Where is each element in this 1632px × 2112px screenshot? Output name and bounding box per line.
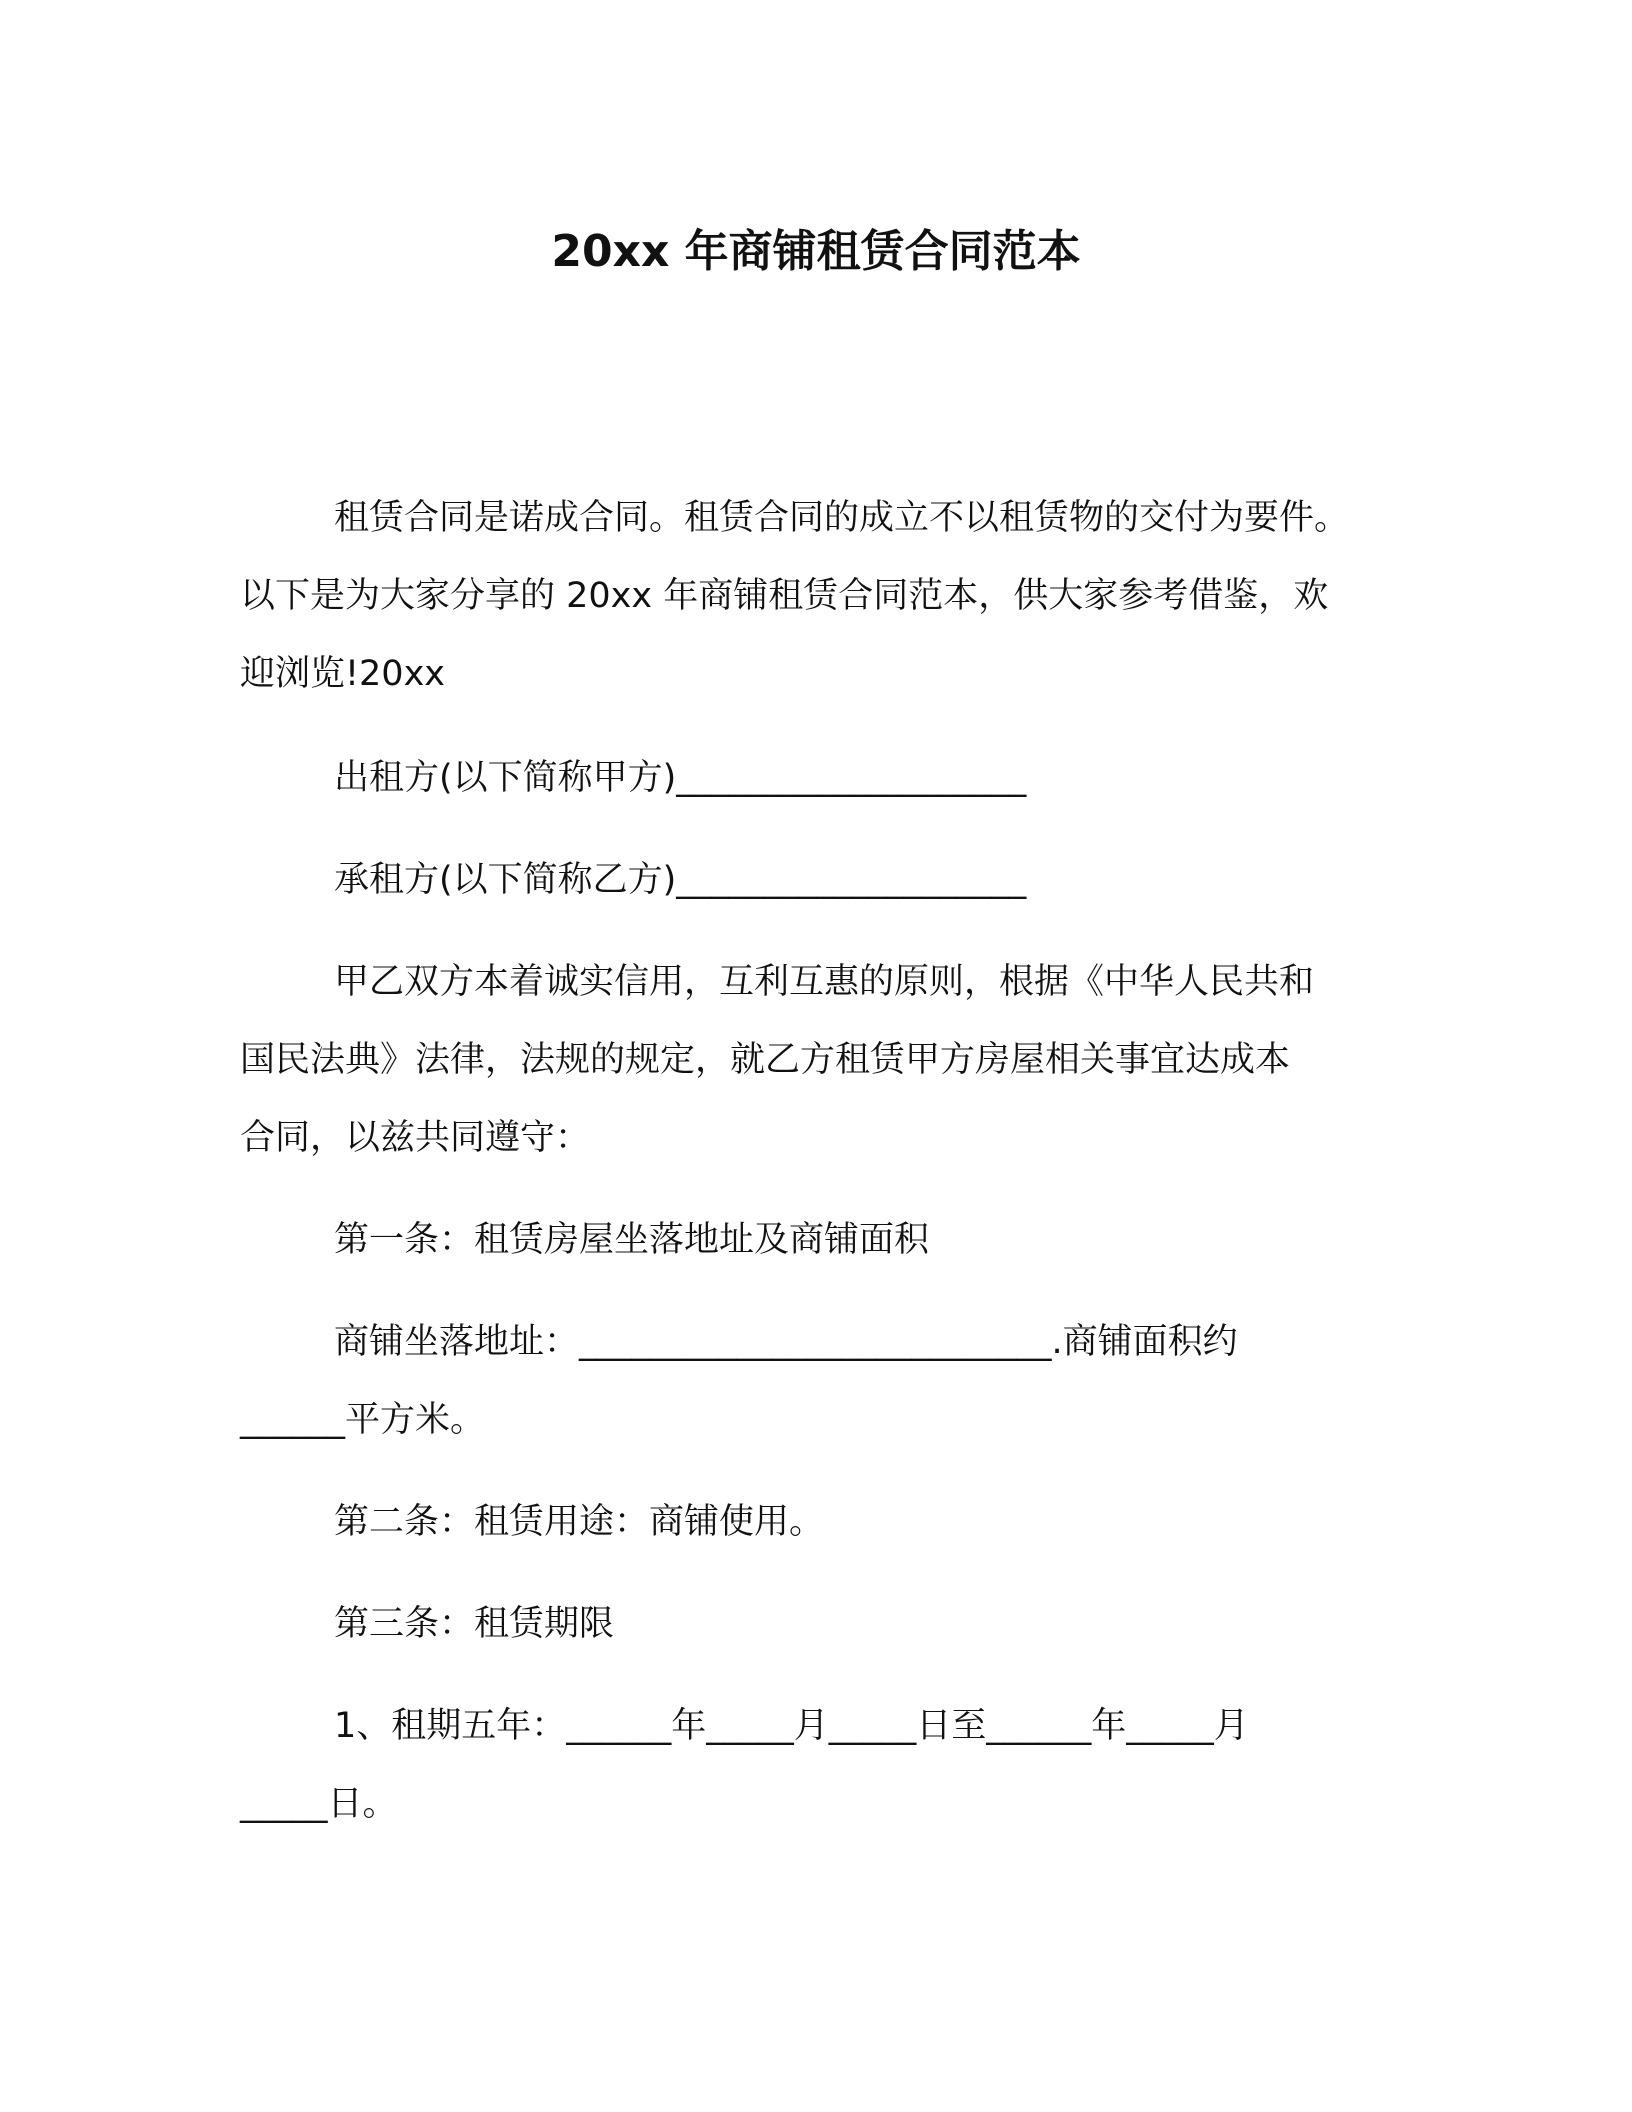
lessor-line: 出租方(以下简称甲方)____________________ [334,758,1027,798]
article-2-heading: 第二条：租赁用途：商铺使用。 [334,1502,825,1542]
paragraph-intro-line-1: 租赁合同是诺成合同。租赁合同的成立不以租赁物的交付为要件。 [334,498,1350,538]
lease-term-line-2: _____日。 [240,1784,398,1824]
paragraph-intro-line-3: 迎浏览!20xx [240,654,445,694]
shop-address-line-1: 商铺坐落地址：___________________________.商铺面积约 [334,1322,1238,1362]
article-3-heading: 第三条：租赁期限 [334,1604,615,1644]
paragraph-principle-line-3: 合同，以兹共同遵守： [240,1118,591,1158]
paragraph-principle-line-1: 甲乙双方本着诚实信用，互利互惠的原则，根据《中华人民共和 [334,962,1315,1002]
paragraph-principle-line-2: 国民法典》法律，法规的规定，就乙方租赁甲方房屋相关事宜达成本 [240,1040,1291,1080]
document-title: 20xx 年商铺租赁合同范本 [551,226,1081,277]
paragraph-intro-line-2: 以下是为大家分享的 20xx 年商铺租赁合同范本，供大家参考借鉴，欢 [240,576,1329,616]
article-1-heading: 第一条：租赁房屋坐落地址及商铺面积 [334,1220,930,1260]
shop-address-line-2: ______平方米。 [240,1400,486,1440]
lessee-line: 承租方(以下简称乙方)____________________ [334,860,1027,900]
lease-term-line-1: 1、租期五年：______年_____月_____日至______年_____月 [334,1706,1249,1746]
